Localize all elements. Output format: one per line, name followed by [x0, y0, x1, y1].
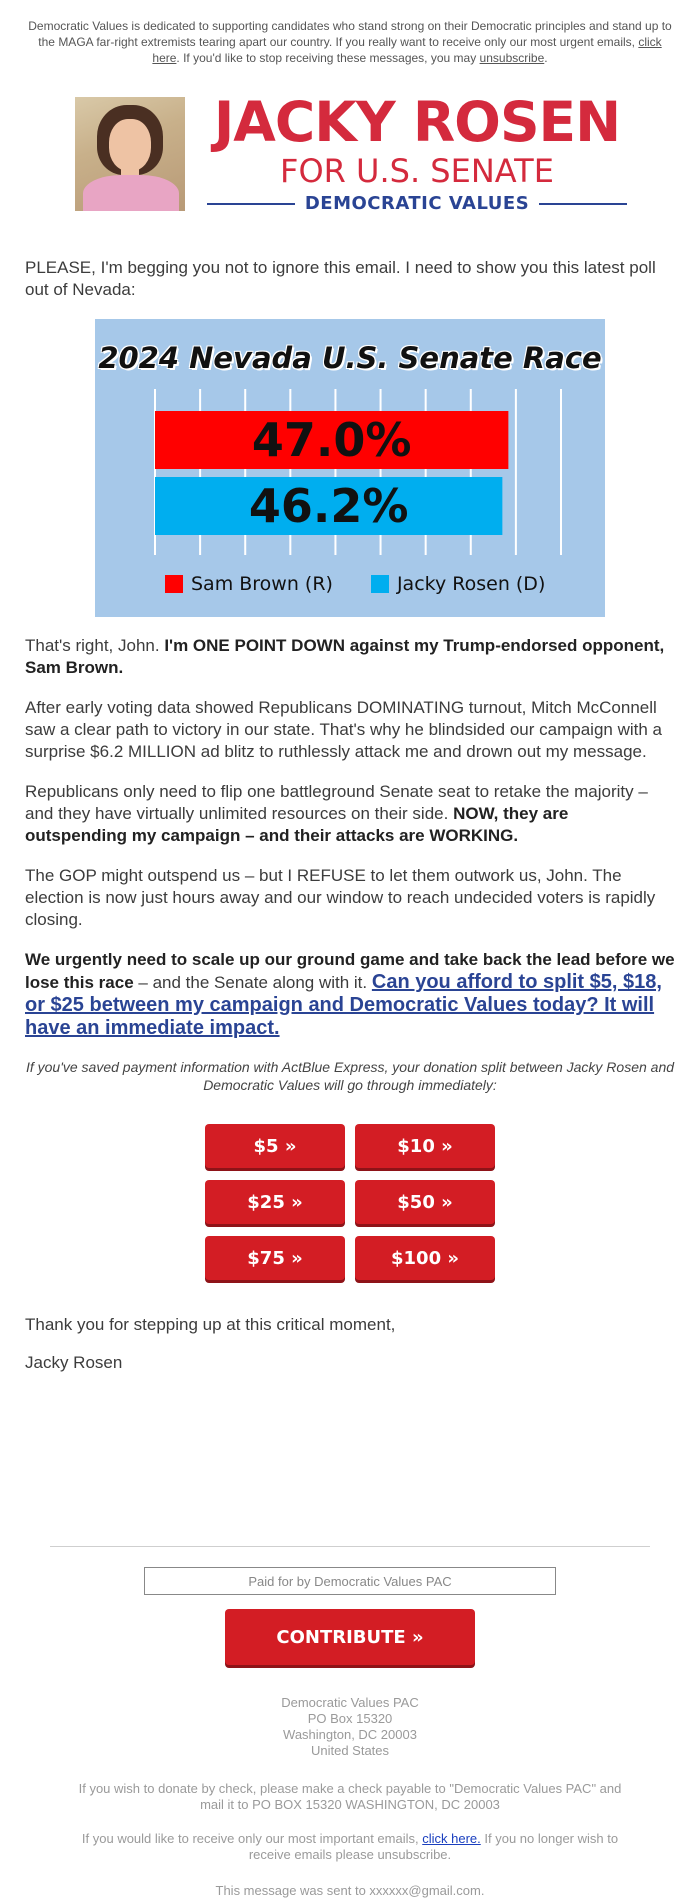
- poll-chart: [95, 319, 605, 617]
- paragraph-1-bold: I'm ONE POINT DOWN against my Trump-endorsed opponent, Sam Brown.: [25, 636, 665, 677]
- donate-button-grid: [205, 1124, 495, 1280]
- preheader-click-here-link[interactable]: click here: [152, 35, 662, 65]
- paragraph-5-text: – and the Senate along with it.: [138, 973, 368, 992]
- donate-5-button[interactable]: $5 »: [205, 1124, 345, 1168]
- footer-divider: [50, 1546, 650, 1547]
- contribute-button[interactable]: CONTRIBUTE »: [225, 1609, 475, 1665]
- closing-line: Thank you for stepping up at this critical moment,: [25, 1315, 396, 1334]
- legend-label-rosen: Jacky Rosen (D): [396, 573, 546, 595]
- donate-75-button[interactable]: $75 »: [205, 1236, 345, 1280]
- email-body: [0, 257, 700, 1374]
- paragraph-2: After early voting data showed Republicans DOMINATING turnout, Mitch McConnell saw a clear path to victory in our state. That's why he blindsided our campaign with a surprise $6.2 MILLION ad blitz to ruthlessly attack me and drown out my message.: [25, 698, 662, 761]
- intro-paragraph: PLEASE, I'm begging you not to ignore this email. I need to show you this latest poll out of Nevada:: [25, 258, 656, 299]
- preheader: [0, 0, 700, 66]
- donate-25-button[interactable]: $25 »: [205, 1180, 345, 1224]
- signature: Jacky Rosen: [25, 1353, 123, 1372]
- legend-label-brown: Sam Brown (R): [191, 573, 333, 595]
- paragraph-4: The GOP might outspend us – but I REFUSE to let them outwork us, John. The election is now just hours away and our window to reach undecided voters is rapidly closing.: [25, 866, 656, 929]
- chart-title: 2024 Nevada U.S. Senate Race: [98, 341, 602, 375]
- brand-block: [207, 90, 627, 214]
- org-banner: [207, 193, 627, 214]
- org-rule-left: [207, 203, 295, 205]
- paragraph-3-bold: NOW, they are outspending my campaign – and their attacks are WORKING.: [25, 804, 569, 845]
- candidate-photo: [75, 97, 185, 211]
- preferences-click-here-link[interactable]: click here.: [422, 1831, 481, 1846]
- preheader-unsubscribe-link[interactable]: unsubscribe: [479, 51, 545, 65]
- preferences-unsubscribe-text: If you no longer wish to receive emails please unsubscribe.: [248, 1831, 619, 1862]
- paragraph-3-text: Republicans only need to flip one battleground Senate seat to retake the majority – and they have virtually unlimited resources on their side.: [25, 782, 648, 823]
- paid-for-disclaimer: Paid for by Democratic Values PAC: [144, 1567, 556, 1595]
- legend-swatch-rosen: [371, 575, 389, 593]
- chart-value-label-brown: 47.0%: [251, 413, 412, 467]
- org-name: DEMOCRATIC VALUES: [304, 193, 530, 214]
- address-line: Democratic Values PAC: [281, 1695, 419, 1710]
- preferences-text: If you would like to receive only our most important emails,: [81, 1831, 419, 1846]
- preheader-text-end: .: [544, 51, 548, 65]
- donate-100-button[interactable]: $100 »: [355, 1236, 495, 1280]
- org-rule-right: [539, 203, 627, 205]
- sent-to-notice: This message was sent to xxxxxx@gmail.com.: [215, 1883, 485, 1898]
- paragraph-5-bold: We urgently need to scale up our ground game and take back the lead before we lose this race: [25, 950, 675, 992]
- donate-50-button[interactable]: $50 »: [355, 1180, 495, 1224]
- legend-item-rosen: [371, 573, 545, 595]
- paragraph-3: [25, 781, 675, 847]
- address-line: United States: [310, 1743, 390, 1758]
- chart-legend: [165, 573, 583, 595]
- donate-10-button[interactable]: $10 »: [355, 1124, 495, 1168]
- preheader-text: Democratic Values is dedicated to supporting candidates who stand strong on their Democratic principles and stand up to the MAGA far-right extremists tearing apart our country. If you really want to receive only our most urgent emails,: [28, 19, 672, 49]
- legend-swatch-brown: [165, 575, 183, 593]
- donate-ask-link[interactable]: Can you afford to split $5, $18, or $25 between my campaign and Democratic Values today? It will have an immediate impact.: [25, 971, 662, 1039]
- legend-item-brown: [165, 573, 333, 595]
- preheader-text-middle: . If you'd like to stop receiving these messages, you may: [176, 51, 477, 65]
- address-line: Washington, DC 20003: [283, 1727, 417, 1742]
- paragraph-5: [25, 949, 675, 1040]
- actblue-note: If you've saved payment information with ActBlue Express, your donation split between Jacky Rosen and Democratic Values will go through immediately:: [25, 1059, 675, 1093]
- header-banner: [75, 90, 700, 214]
- paragraph-1: [25, 635, 675, 679]
- check-donation-note: If you wish to donate by check, please make a check payable to "Democratic Values PAC" and mail it to PO BOX 15320 WASHINGTON, DC 20003: [78, 1781, 622, 1812]
- chart-value-label-rosen: 46.2%: [248, 479, 409, 533]
- mailing-address: [0, 1695, 700, 1759]
- paragraph-1-text: That's right, John.: [25, 636, 160, 655]
- email-preferences-note: [70, 1831, 630, 1863]
- candidate-name: JACKY ROSEN: [213, 90, 621, 154]
- address-line: PO Box 15320: [307, 1711, 393, 1726]
- candidate-office: FOR U.S. SENATE: [280, 152, 554, 190]
